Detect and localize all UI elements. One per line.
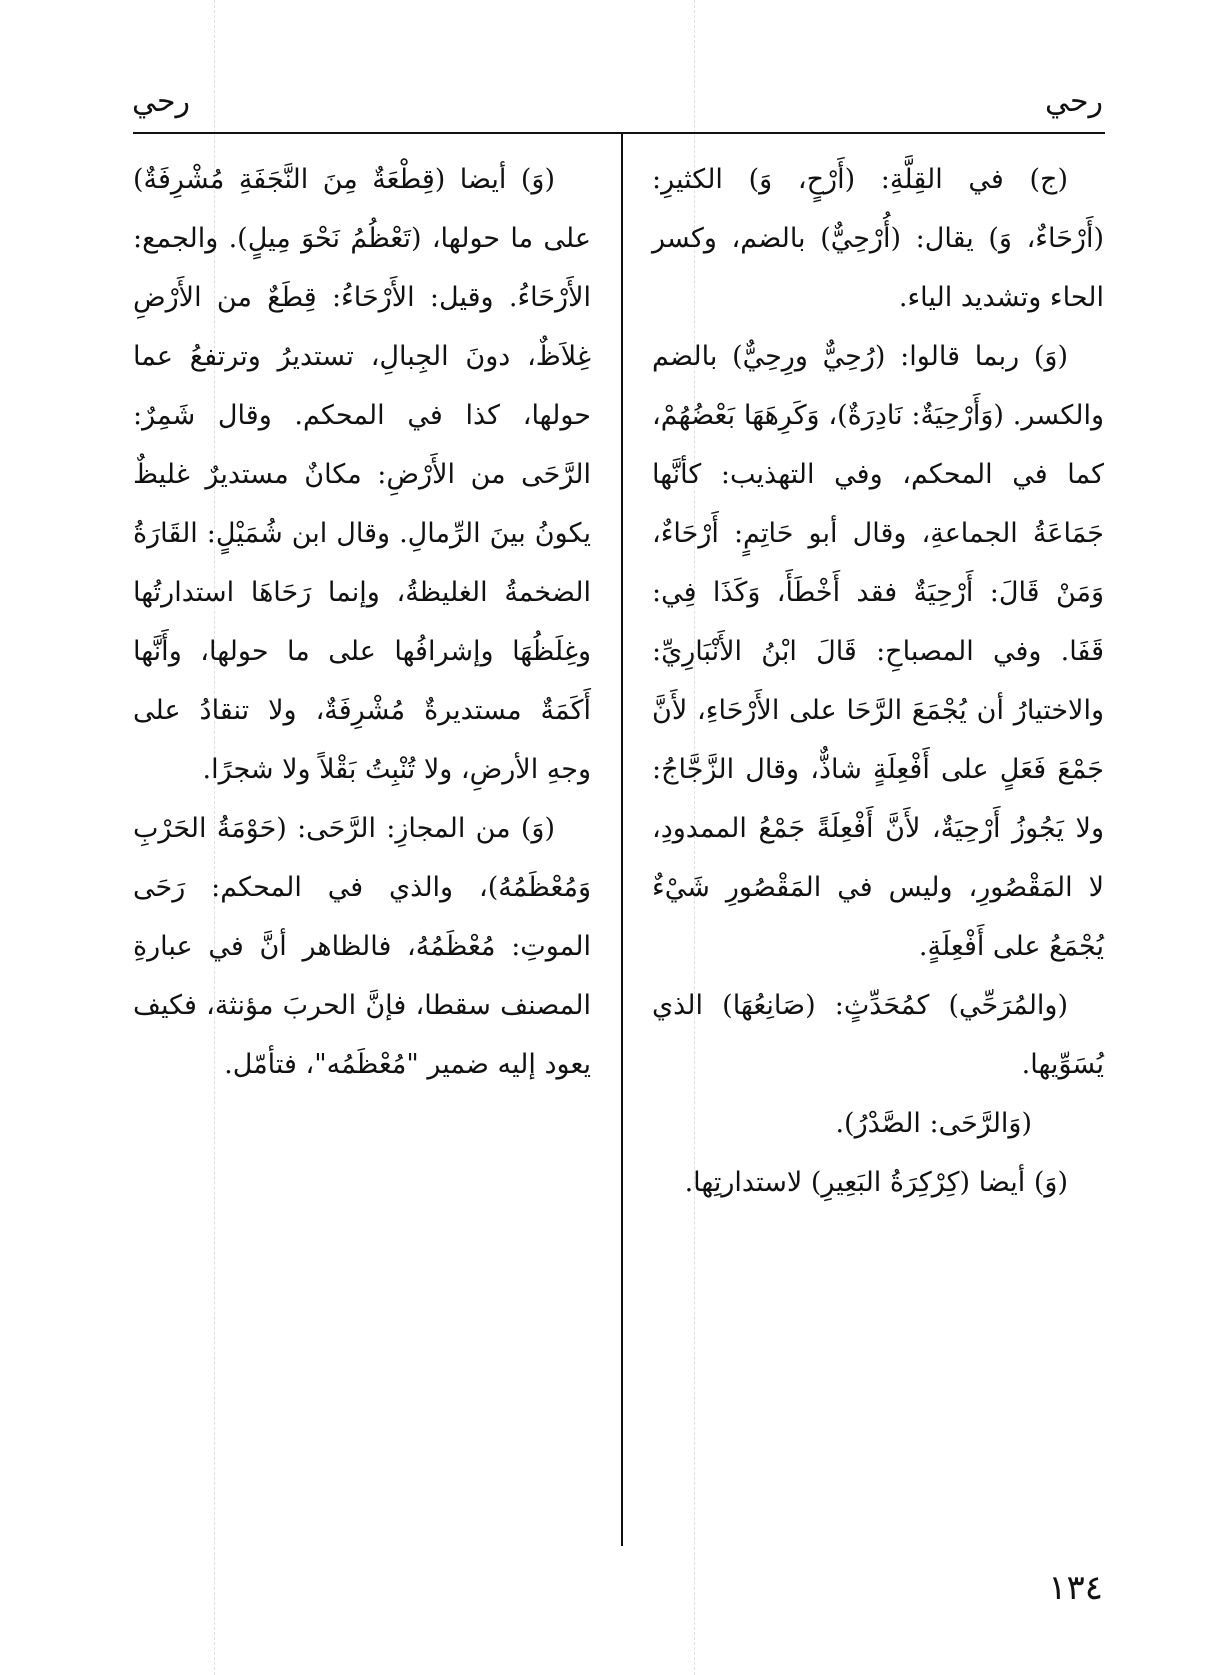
paragraph: (وَ) أيضا (قِطْعَةٌ مِنَ النَّجَفَةِ مُشْرِفَةٌ) على ما حولها، (تَعْظُمُ نَحْوَ مِيلٍ). والجمع: الأَرْحَاءُ. وقيل: الأَرْحَاءُ: قِطَعٌ من الأَرْضِ غِلاَظٌ، دونَ الجِبالِ، تستديرُ وترتفعُ عما حولها، كذا في المحكم. وقال شَمِرٌ: الرَّحَى من الأَرْضِ: مكانٌ مستديرٌ غليظٌ يكونُ بينَ الرِّمالِ. وقال ابن شُمَيْلٍ: القَارَةُ الضخمةُ الغليظةُ، وإنما رَحَاهَا استدارتُها وغِلَظُهَا وإشرافُها على ما حولها، وأَنَّها أَكَمَةٌ مستديرةٌ مُشْرِفَةٌ، ولا تنقادُ على وجهِ الأرضِ، ولا تُنْبِتُ بَقْلاً ولا شجرًا.: [133, 164, 591, 785]
left-column: [133, 150, 591, 1094]
running-header-right: رحي: [1044, 84, 1103, 119]
right-column: [652, 150, 1104, 1212]
paragraph: (ج) في القِلَّةِ: (أَرْحٍ، وَ) الكثيرِ: (أَرْحَاءٌ، وَ) يقال: (أُرْحِيٌّ) بالضم، وكسر الحاء وتشديد الياء.: [652, 164, 1104, 313]
paragraph: (وَ) أيضا (كِرْكِرَةُ البَعِيرِ) لاستدارتِها.: [684, 1167, 1068, 1198]
paragraph: (وَ) ربما قالوا: (رُحِيٌّ ورِحِيٌّ) بالضم والكسر. (وَأَرْحِيَةٌ: نَادِرَةٌ)، وَكَرِهَهَا بَعْضُهُمْ، كما في المحكم، وفي التهذيب: كأنَّها جَمَاعَةُ الجماعةِ، وقال أبو حَاتِمٍ: أَرْحَاءٌ، وَمَنْ قَالَ: أَرْحِيَةٌ فقد أَخْطَأَ، وَكَذَا فِي: قَفَا. وفي المصباحِ: قَالَ ابْنُ الأَنْبَارِيِّ: والاختيارُ أن يُجْمَعَ الرَّحَا على الأَرْحَاءِ، لأَنَّ جَمْعَ فَعَلٍ على أَفْعِلَةٍ شاذٌّ، وقال الزَّجَّاجُ: ولا يَجُوزُ أَرْحِيَةٌ، لأَنَّ أَفْعِلَةً جَمْعُ الممدودِ، لا المَقْصُورِ، وليس في المَقْصُورِ شَيْءٌ يُجْمَعُ على أَفْعِلَةٍ.: [652, 341, 1104, 962]
paragraph: (وَ) من المجازِ: الرَّحَى: (حَوْمَةُ الحَرْبِ وَمُعْظَمُهُ)، والذي في المحكم: رَحَى الموتِ: مُعْظَمُهُ، فالظاهر أنَّ في عبارةِ المصنف سقطا، فإنَّ الحربَ مؤنثة، فكيف يعود إليه ضمير "مُعْظَمُه"، فتأمّل.: [133, 813, 591, 1080]
header-rule: [133, 132, 1105, 134]
paragraph: (والمُرَحِّي) كمُحَدِّثٍ: (صَانِعُهَا) الذي يُسَوِّيها.: [652, 990, 1104, 1080]
page-number: ١٣٤: [1048, 1568, 1103, 1608]
column-divider: [621, 134, 623, 1546]
paragraph: (وَالرَّحَى: الصَّدْرُ).: [835, 1108, 1032, 1139]
running-header-left: رحي: [132, 84, 191, 119]
